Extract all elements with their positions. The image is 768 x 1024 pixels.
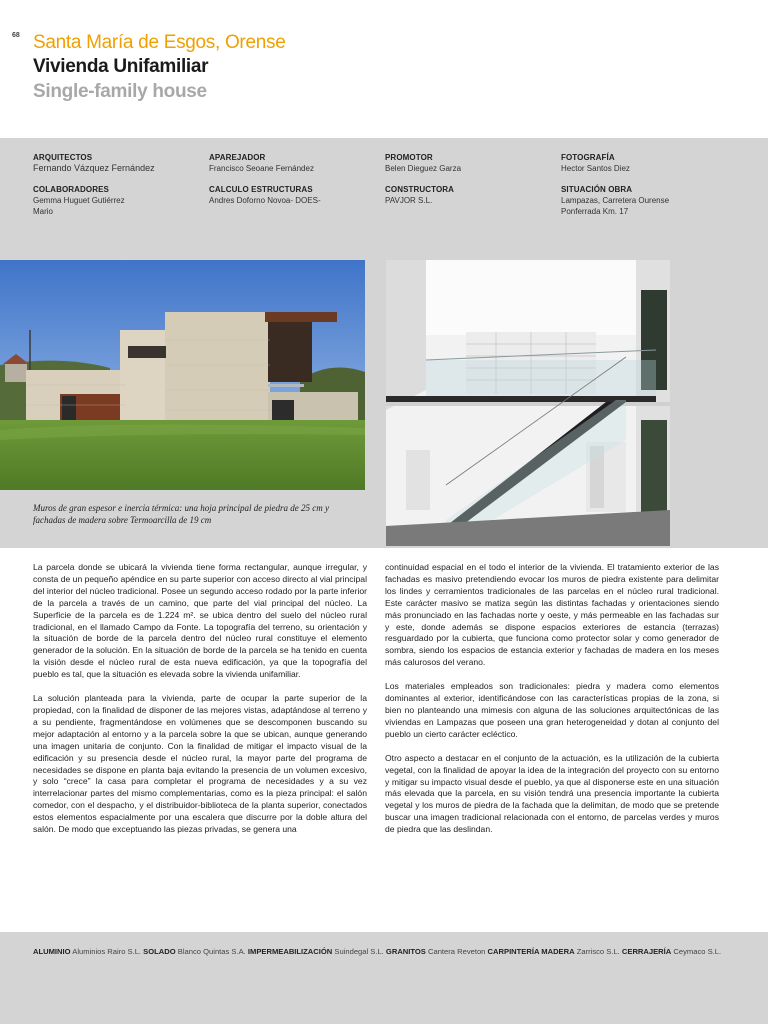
supplier-label: ALUMINIO	[33, 947, 71, 956]
body-paragraph: La parcela donde se ubicará la vivienda tiene forma rectangular, aunque irregular, y consta de un pequeño apéndice en su parte superior con acceso directo al vial principal del interior del núcleo tradicional. Posee un segundo acceso rodado por la parte inferior de la parcela a través de un camino, que parte del vial principal del núcleo. La Superficie de la parcela es de 1.224 m². se ubica dentro del suelo del núcleo rural tradicional, en el llamado Campo da Fonte. La topografía del terreno, su orientación y la situación de borde de la parcela dentro del núcleo rural constituye el elemento generador de la solución. En la situación de borde de la parcela se ha tenido en cuenta la visión desde el núcleo rural de esta nueva edificación, ya que la topografía del pueblo es tal, que la situación es elevada sobre la vivienda unifamiliar.	[33, 562, 367, 680]
credit-value-promoter: Belen Dieguez Garza	[385, 164, 462, 173]
credit-value-site-2: Ponferrada Km. 17	[561, 207, 629, 216]
supplier-value: Blanco Quintas S.A.	[177, 947, 246, 956]
credit-value-surveyor: Francisco Seoane Fernández	[209, 164, 314, 173]
supplier-label: GRANITOS	[385, 947, 426, 956]
suppliers-list	[33, 947, 733, 956]
interior-stair-photo	[386, 260, 670, 546]
credit-value-collaborators: Gemma Huguet Gutiérrez	[33, 196, 125, 205]
article-header	[33, 31, 285, 105]
credit-label-site: SITUACIÓN OBRA	[561, 185, 633, 194]
body-paragraph: La solución planteada para la vivienda, parte de ocupar la parte superior de la propiedad, con la finalidad de disponer de las mejores vistas, adaptándose al terreno y a su pendiente, fragmentándose en volúmenes que se descomponen buscando su mejor adaptación al entorno y a la parcela sobre la que se ubican, aunque generando una imagen unitaria de conjunto. Con la finalidad de mitigar el impacto visual de la edificación y su presencia desde el núcleo rural, la mayor parte del programa de necesidades se dispone en planta baja evitando la presencia de un volumen excesivo, y solo “crece” la casa para completar el programa de necesidades y a su vez interrelacionar partes del mismo complementarias, como es la pieza principal: el salón comedor, con el despacho, y el distribuidor-biblioteca de la planta superior, conectados estos elementos espacialmente por una escalera que discurre por la doble altura del salón. De modo que exceptuando las piezas privadas, se genera una	[33, 693, 367, 835]
credits-band	[0, 138, 768, 258]
credit-label-builder: CONSTRUCTORA	[385, 185, 455, 194]
supplier-label: CERRAJERÍA	[621, 947, 672, 956]
credit-value-architects: Fernando Vázquez Fernández	[33, 163, 155, 173]
credit-label-surveyor: APAREJADOR	[209, 153, 266, 162]
credit-value-structures: Andres Doforno Novoa- DOES-	[209, 196, 321, 205]
supplier-label: IMPERMEABILIZACIÓN	[247, 947, 333, 956]
credits-column-3	[385, 152, 555, 216]
photo-caption: Muros de gran espesor e inercia térmica: una hoja principal de piedra de 25 cm y fachadas de madera sobre Termoarcilla de 19 cm	[33, 503, 330, 525]
supplier-label: SOLADO	[143, 947, 176, 956]
credits-column-4	[561, 152, 731, 227]
page-number: 68	[12, 32, 20, 39]
credit-value-builder: PAVJOR S.L.	[385, 196, 433, 205]
body-paragraph: Otro aspecto a destacar en el conjunto de la actuación, es la utilización de la cubierta vegetal, con la finalidad de apoyar la idea de la integración del proyecto con su entorno y mitigar su impacto visual desde el pueblo, ya que al disponerse este en una situación más elevada que la parcela, en su visión tendrá una presencia importante la cubierta vegetal y los muros de piedra de la fachada que la delimitan, de modo que se pretende buscar una imagen tradicional relacionada con el entorno, de parcelas verdes y muros de piedra que las deslindan.	[385, 752, 719, 835]
article-title: Vivienda Unifamiliar	[33, 56, 209, 77]
supplier-value: Ceymaco S.L.	[673, 947, 722, 956]
body-paragraph: Los materiales empleados son tradicionales: piedra y madera como elementos dominantes al exterior, identificándose con las características propias de la zona, si bien no planteando una mimesis con alguna de las soluciones arquitectónicas de las viviendas en Lampazas que poseen una gran heterogeneidad y dotan al conjunto del pueblo un cierto carácter ecléctico.	[385, 681, 719, 739]
credit-value-site: Lampazas, Carretera Ourense	[561, 196, 670, 205]
body-paragraph: continuidad espacial en el todo el interior de la vivienda. El tratamiento exterior de las fachadas es masivo pretendiendo evocar los muros de piedra existente para delimitar los lindes y cerramientos tradicionales de las parcelas en el núcleo rural tradicional. Este carácter masivo se matiza según las distintas fachadas y orientaciones siendo más pronunciado en las fachadas norte y oeste, y más permeable en las fachadas sur y este, donde además se dispone espacios exteriores de estancia (terrazas) resguardado por la cubierta, que funciona como protector solar y como generador de sombra, siendo los espacios de estancia exterior y fachadas de madera en los meses más calurosos del verano.	[385, 562, 719, 668]
credit-value-photography: Hector Santos Diez	[561, 164, 630, 173]
supplier-value: Cantera Reveton	[428, 947, 486, 956]
body-column-left	[33, 562, 367, 848]
article-location: Santa María de Esgos, Orense	[33, 32, 286, 53]
supplier-label: CARPINTERÍA MADERA	[487, 947, 575, 956]
supplier-value: Suindegal S.L.	[334, 947, 384, 956]
exterior-house-photo	[0, 260, 365, 490]
credit-label-structures: CALCULO ESTRUCTURAS	[209, 185, 313, 194]
credit-label-architects: ARQUITECTOS	[33, 153, 93, 162]
credit-value-collaborators-2: Mario	[33, 207, 54, 216]
credits-column-1	[33, 152, 203, 227]
supplier-value: Aluminios Rairo S.L.	[72, 947, 142, 956]
article-subtitle: Single-family house	[33, 81, 207, 102]
credit-label-promoter: PROMOTOR	[385, 153, 433, 162]
credit-label-collaborators: COLABORADORES	[33, 185, 109, 194]
credit-label-photography: FOTOGRAFÍA	[561, 153, 615, 162]
body-column-right	[385, 562, 719, 848]
supplier-value: Zarrisco S.L.	[576, 947, 620, 956]
suppliers-footer	[0, 932, 768, 1024]
credits-column-2	[209, 152, 379, 216]
photo-band	[0, 258, 768, 548]
